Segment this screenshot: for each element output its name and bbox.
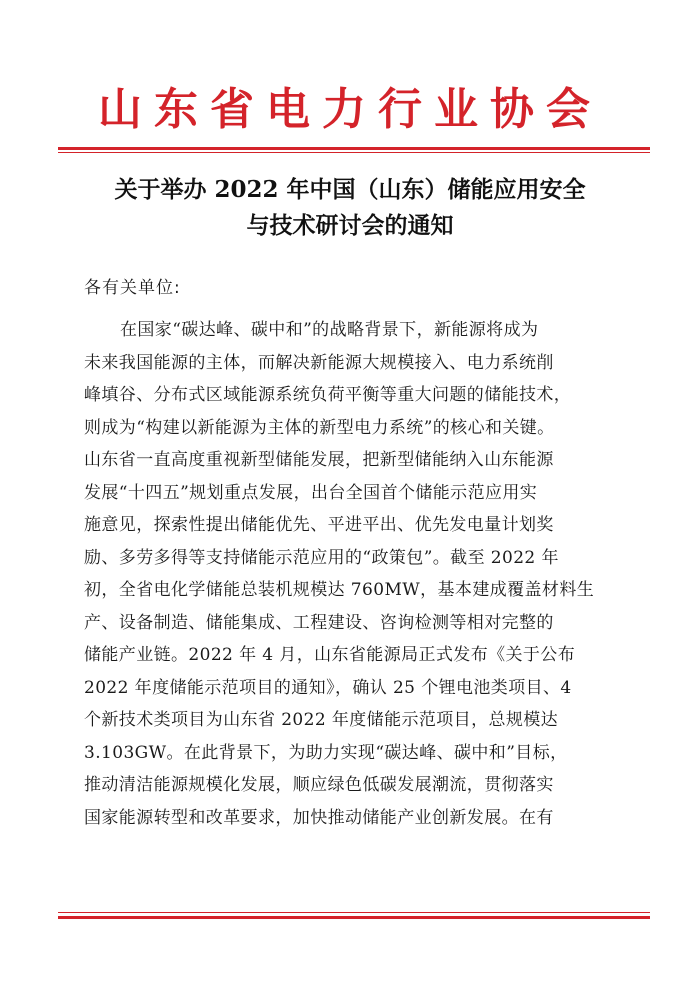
body-line: 在国家“碳达峰、碳中和”的战略背景下，新能源将成为: [120, 320, 539, 340]
header-rule-thick: [58, 147, 650, 150]
document-title-line: 与技术研讨会的通知: [246, 212, 454, 239]
body-line: 峰填谷、分布式区域能源系统负荷平衡等重大问题的储能技术，: [84, 385, 572, 405]
body-line: 未来我国能源的主体，而解决新能源大规模接入、电力系统削: [84, 352, 554, 373]
body-paragraph: [84, 314, 604, 834]
body-line: 发展“十四五”规划重点发展，出台全国首个储能示范应用实: [84, 482, 538, 503]
footer-rule-thin: [58, 912, 650, 913]
body-line: 储能产业链。2022 年 4 月，山东省能源局正式发布《关于公布: [84, 645, 576, 665]
salutation: 各有关单位:: [84, 278, 181, 298]
body-line: 2022 年度储能示范项目的通知》，确认 25 个锂电池类项目、4: [84, 677, 572, 698]
body-line: 施意见，探索性提出储能优先、平进平出、优先发电量计划奖: [84, 515, 554, 535]
body-line: 3.103GW。在此背景下，为助力实现“碳达峰、碳中和”目标，: [84, 742, 568, 763]
footer-rule-thick: [58, 916, 650, 919]
body-line: 山东省一直高度重视新型储能发展，把新型储能纳入山东能源: [84, 450, 554, 470]
body-line: 国家能源转型和改革要求，加快推动储能产业创新发展。在有: [84, 807, 554, 828]
document-title-line: 关于举办 2022 年中国（山东）储能应用安全: [114, 176, 586, 203]
organization-header: 山东省电力行业协会: [98, 84, 602, 135]
body-line: 产、设备制造、储能集成、工程建设、咨询检测等相对完整的: [84, 612, 554, 633]
header-rule-thin: [58, 152, 650, 153]
body-line: 个新技术类项目为山东省 2022 年度储能示范项目，总规模达: [84, 710, 559, 730]
body-line: 初，全省电化学储能总装机规模达 760MW，基本建成覆盖材料生: [84, 580, 595, 600]
body-line: 推动清洁能源规模化发展，顺应绿色低碳发展潮流，贯彻落实: [84, 775, 554, 795]
body-line: 励、多劳多得等支持储能示范应用的“政策包”。截至 2022 年: [84, 547, 559, 568]
body-line: 则成为“构建以新能源为主体的新型电力系统”的核心和关键。: [84, 417, 555, 438]
document-title: [60, 172, 640, 244]
